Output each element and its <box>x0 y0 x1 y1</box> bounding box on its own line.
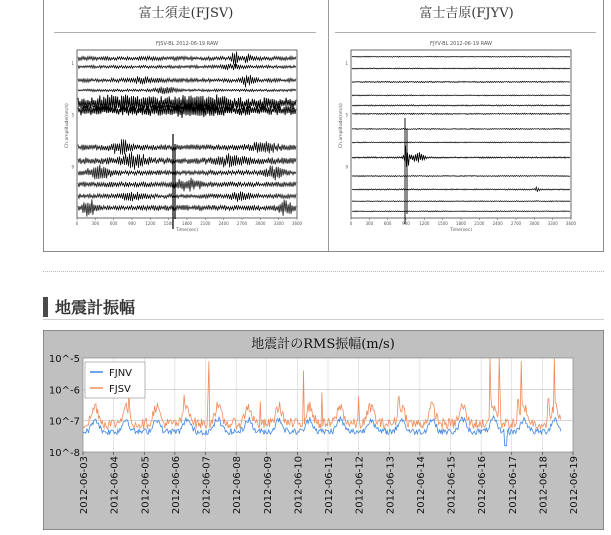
heading-accent-bar <box>43 297 48 317</box>
x-tick-label: 2012-06-14 <box>415 456 427 515</box>
plot-header: FJYV-BL 2012-06-19 RAW <box>430 41 492 47</box>
plot-x-tick-label: 2400 <box>492 221 503 226</box>
chart-title: 地震計のRMS振幅(m/s) <box>251 337 395 352</box>
x-tick-label: 2012-06-12 <box>354 456 366 515</box>
plot-x-tick-label: 3300 <box>273 221 284 226</box>
x-tick-label: 2012-06-09 <box>262 456 274 515</box>
x-tick-label: 2012-06-05 <box>140 456 152 515</box>
seismograph-fjsv <box>44 0 328 251</box>
plot-x-tick-label: 2100 <box>474 221 485 226</box>
y-tick-label: 10^-8 <box>48 448 80 459</box>
x-tick-label: 2012-06-17 <box>507 456 519 515</box>
plot-x-tick-label: 3300 <box>547 221 558 226</box>
seismogram-plot-fjyv <box>329 34 605 246</box>
plot-xlabel: Time(sec) <box>449 228 473 233</box>
plot-y-tick-label: 5 <box>71 112 74 118</box>
plot-x-tick-label: 1200 <box>145 221 156 226</box>
x-tick-label: 2012-06-04 <box>109 456 121 515</box>
plot-y-tick-label: 5 <box>345 112 348 118</box>
legend-label: FJNV <box>109 368 133 379</box>
rms-amplitude-chart <box>43 330 604 530</box>
x-tick-label: 2012-06-19 <box>569 456 580 515</box>
plot-x-tick-label: 2700 <box>510 221 522 226</box>
x-tick-label: 2012-06-10 <box>293 456 305 515</box>
seismograph-fjyv <box>328 0 604 251</box>
seismograph-title: 富士吉原(FJYV) <box>419 6 514 21</box>
plot-x-tick-label: 3600 <box>565 221 577 226</box>
plot-x-tick-label: 1800 <box>181 221 193 226</box>
plot-x-tick-label: 300 <box>365 221 374 226</box>
plot-x-tick-label: 3000 <box>255 221 266 226</box>
plot-x-tick-label: 900 <box>402 221 410 226</box>
x-tick-label: 2012-06-11 <box>324 456 335 515</box>
plot-ylabel: Ch amplitude(nm/s) <box>65 103 70 148</box>
x-tick-label: 2012-06-16 <box>477 456 489 515</box>
plot-x-tick-label: 2700 <box>236 221 248 226</box>
plot-x-tick-label: 0 <box>75 221 79 226</box>
x-tick-label: 2012-06-08 <box>232 456 244 515</box>
y-tick-label: 10^-7 <box>48 416 80 428</box>
plot-x-tick-label: 600 <box>109 221 118 226</box>
chart-legend <box>85 362 145 398</box>
plot-x-tick-label: 3600 <box>291 221 303 226</box>
x-tick-label: 2012-06-07 <box>201 456 213 515</box>
plot-header: FJSV-BL 2012-06-19 RAW <box>155 41 219 47</box>
seismograph-title: 富士須走(FJSV) <box>138 6 234 21</box>
section-heading <box>43 295 604 319</box>
title-divider <box>54 32 316 33</box>
plot-y-tick-label: 1 <box>71 60 74 66</box>
heading-underline <box>43 319 604 320</box>
plot-frame <box>351 50 571 218</box>
plot-x-tick-label: 3000 <box>529 221 540 226</box>
plot-x-tick-label: 900 <box>128 221 136 226</box>
plot-x-tick-label: 0 <box>349 221 353 226</box>
plot-x-tick-label: 1500 <box>437 221 448 226</box>
plot-xlabel: Time(sec) <box>175 228 199 233</box>
plot-x-tick-label: 600 <box>383 221 392 226</box>
x-tick-label: 2012-06-18 <box>538 456 550 515</box>
x-tick-label: 2012-06-06 <box>170 456 182 515</box>
title-divider <box>335 32 596 33</box>
y-tick-label: 10^-6 <box>48 385 80 397</box>
plot-y-tick-label: 9 <box>345 164 348 170</box>
plot-x-tick-label: 1500 <box>163 221 174 226</box>
plot-x-tick-label: 2400 <box>218 221 229 226</box>
plot-y-tick-label: 9 <box>71 164 74 170</box>
plot-x-tick-label: 2100 <box>200 221 211 226</box>
plot-x-tick-label: 1800 <box>455 221 467 226</box>
plot-ylabel: Ch amplitude(nm/s) <box>339 103 344 148</box>
legend-label: FJSV <box>109 384 131 395</box>
plot-y-tick-label: 1 <box>345 60 348 66</box>
seismogram-plot-fjsv <box>44 34 328 246</box>
seismograph-panel <box>43 0 604 252</box>
dotted-separator <box>43 271 604 272</box>
plot-frame <box>77 50 297 218</box>
plot-x-tick-label: 300 <box>91 221 100 226</box>
plot-x-tick-label: 1200 <box>419 221 430 226</box>
x-tick-label: 2012-06-03 <box>79 456 90 515</box>
x-tick-label: 2012-06-13 <box>385 456 397 515</box>
x-tick-label: 2012-06-15 <box>446 456 458 515</box>
section-title: 地震計振幅 <box>55 298 136 317</box>
y-tick-label: 10^-5 <box>48 354 80 365</box>
